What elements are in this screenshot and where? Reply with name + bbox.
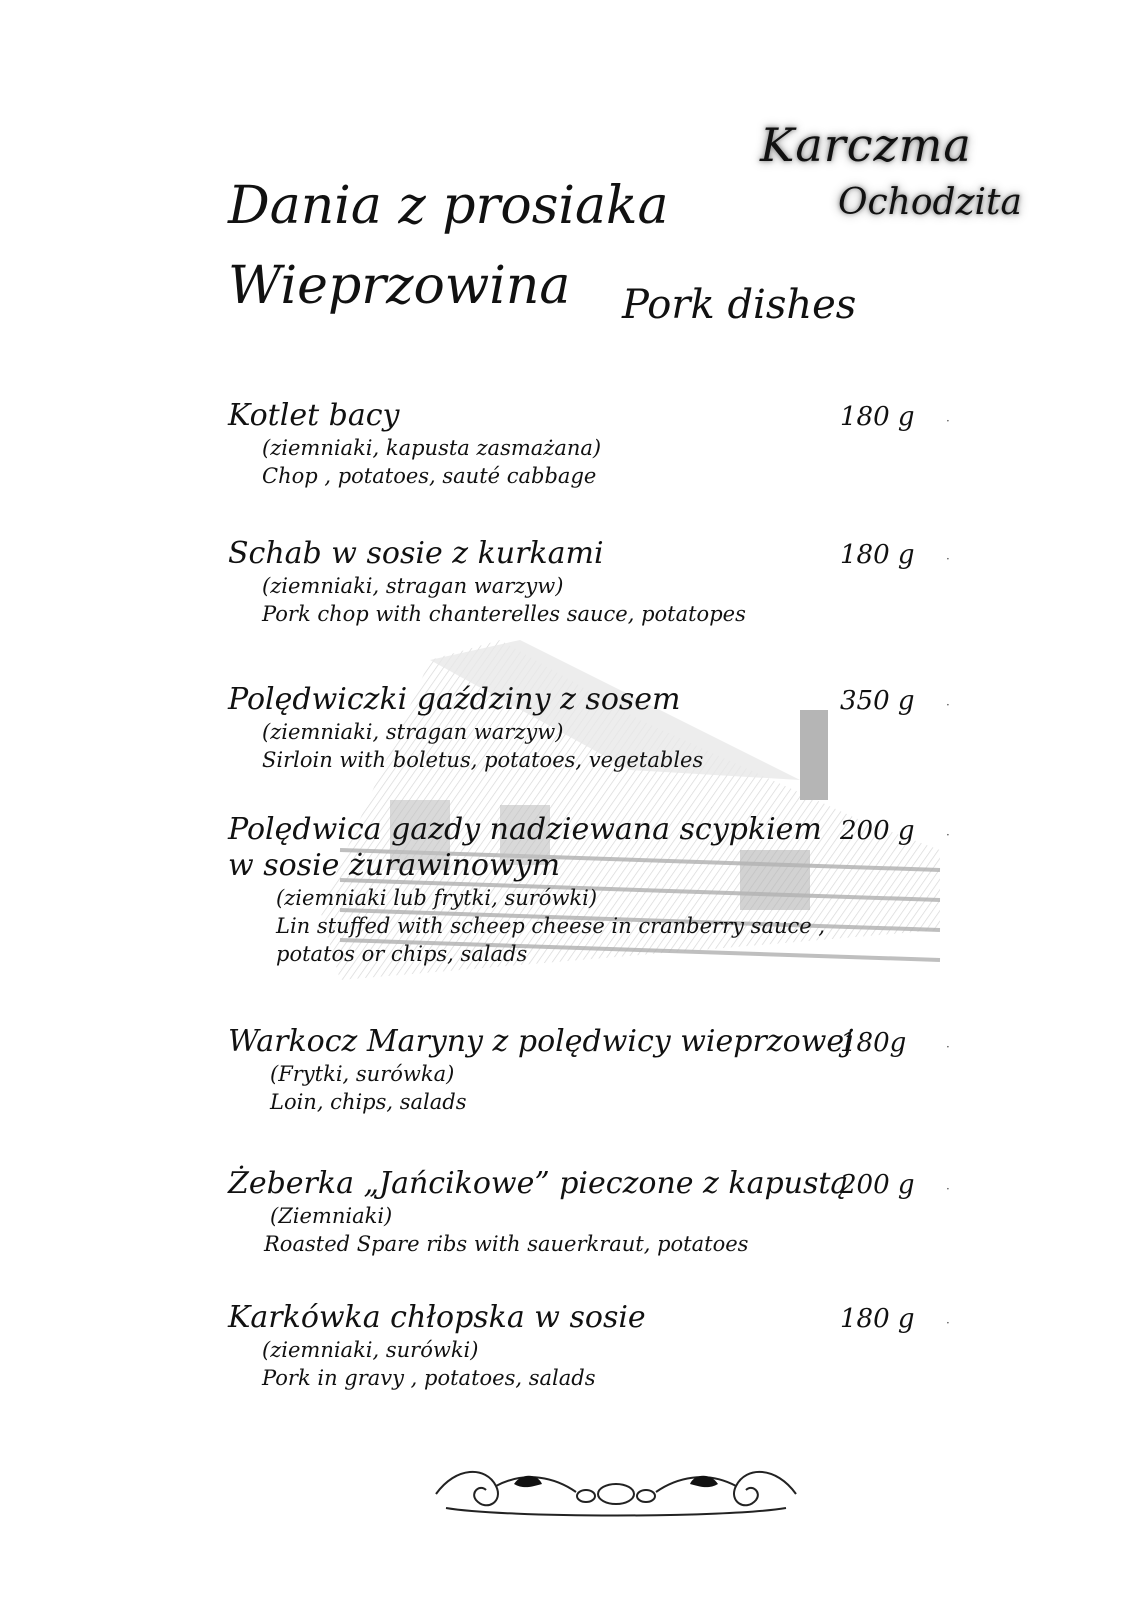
item-weight: 350 g [840,686,915,716]
item-name: Karkówka chłopska w sosie [228,1300,646,1335]
item-desc-en-line-2: potatos or chips, salads [276,942,528,966]
item-desc-pl: (ziemniaki, stragan warzyw) [262,720,564,744]
leader-dot: · [946,552,950,566]
menu-item [228,1300,968,1392]
menu-item [228,682,968,774]
item-desc-en: Sirloin with boletus, potatoes, vegetables [262,748,704,772]
item-desc-pl: (Ziemniaki) [270,1204,393,1228]
section-subtitle-pl: Wieprzowina [228,256,571,316]
item-name-line-2: w sosie żurawinowym [228,848,561,883]
item-desc-en: Pork chop with chanterelles sauce, potatopes [262,602,746,626]
item-desc-pl: (ziemniaki, stragan warzyw) [262,574,564,598]
menu-item [228,812,968,968]
leader-dot: · [946,1182,950,1196]
section-title-pl: Dania z prosiaka [228,176,669,236]
menu-item [228,398,968,490]
item-name: Kotlet bacy [228,398,400,433]
item-weight: 180g [840,1028,907,1058]
item-weight: 180 g [840,402,915,432]
item-desc-en: Chop , potatoes, sauté cabbage [262,464,597,488]
item-desc-en: Pork in gravy , potatoes, salads [262,1366,596,1390]
item-weight: 200 g [840,816,915,846]
leader-dot: · [946,698,950,712]
menu-item [228,1166,968,1258]
logo-line-2: Ochodzita [838,182,1022,223]
restaurant-logo [760,118,1050,248]
item-weight: 180 g [840,540,915,570]
logo-line-1: Karczma [760,118,972,172]
item-name: Polędwica gazdy nadziewana scypkiem [228,812,822,847]
item-desc-en: Lin stuffed with scheep cheese in cranberry sauce , [276,914,826,938]
item-name: Żeberka „Jańcikowe” pieczone z kapustą [228,1166,849,1201]
item-name: Schab w sosie z kurkami [228,536,604,571]
item-name: Warkocz Maryny z polędwicy wieprzowej [228,1024,854,1059]
item-desc-pl: (ziemniaki, surówki) [262,1338,479,1362]
item-weight: 200 g [840,1170,915,1200]
item-desc-pl: (Frytki, surówka) [270,1062,455,1086]
item-name: Polędwiczki gaździny z sosem [228,682,681,717]
footer-ornament [426,1456,806,1526]
item-desc-en: Roasted Spare ribs with sauerkraut, potatoes [264,1232,749,1256]
item-desc-pl: (ziemniaki, kapusta zasmażana) [262,436,602,460]
item-weight: 180 g [840,1304,915,1334]
leader-dot: · [946,414,950,428]
menu-item [228,536,968,628]
item-desc-en: Loin, chips, salads [270,1090,467,1114]
menu-item [228,1024,968,1116]
leader-dot: · [946,828,950,842]
leader-dot: · [946,1040,950,1054]
section-title-en: Pork dishes [622,282,857,328]
leader-dot: · [946,1316,950,1330]
item-desc-pl: (ziemniaki lub frytki, surówki) [276,886,598,910]
